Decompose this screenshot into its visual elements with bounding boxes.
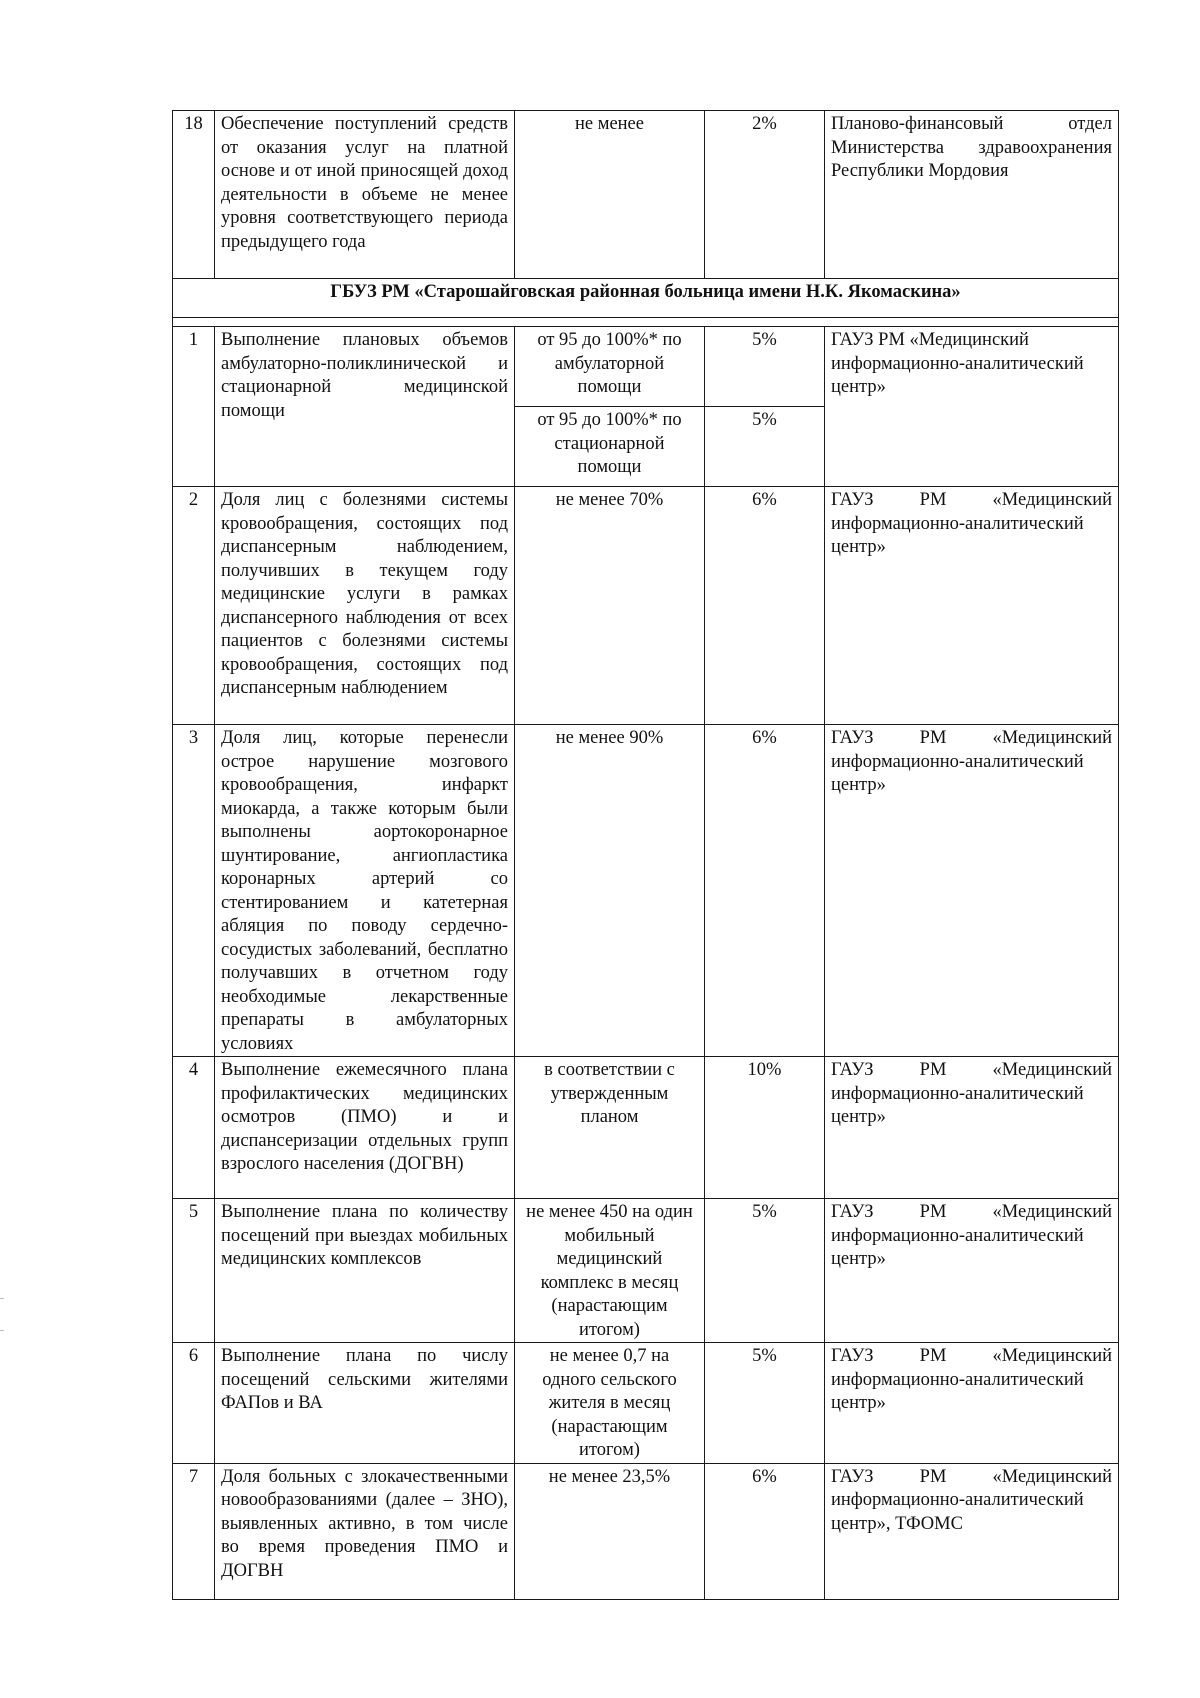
weight-percent: 2% — [705, 111, 825, 279]
table-row — [173, 1199, 1119, 1343]
data-source: ГАУЗ РМ «Медицинский информационно-аналитический центр» — [825, 1057, 1119, 1199]
indicator-description: Обеспечение поступлений средств от оказания услуг на платной основе и от иной приносящей доход деятельности в объеме не менее уровня соответствующего периода предыдущего года — [215, 111, 515, 279]
data-source: ГАУЗ РМ «Медицинский информационно-аналитический центр» — [825, 1343, 1119, 1464]
table-row — [173, 111, 1119, 279]
section-gap-row — [173, 318, 1119, 327]
data-source: ГАУЗ РМ «Медицинский информационно-аналитический центр» — [825, 1199, 1119, 1343]
table-row — [173, 1343, 1119, 1464]
weight-percent: 5% — [705, 407, 825, 487]
indicator-description: Выполнение плана по числу посещений сельскими жителями ФАПов и ВА — [215, 1343, 515, 1464]
indicator-description: Выполнение плана по количеству посещений при выездах мобильных медицинских комплексов — [215, 1199, 515, 1343]
indicator-description: Выполнение плановых объемов амбулаторно-поликлинической и стационарной медицинской помощи — [215, 327, 515, 487]
indicator-description: Доля лиц с болезнями системы кровообращения, состоящих под диспансерным наблюдением, получивших в текущем году медицинские услуги в рамках диспансерного наблюдения от всех пациентов с болезнями системы кровообращения, состоящих под диспансерным наблюдением — [215, 487, 515, 725]
row-number: 3 — [173, 725, 215, 1057]
criteria-value: от 95 до 100%* по стационарной помощи — [515, 407, 705, 487]
data-source: Планово-финансовый отдел Министерства здравоохранения Республики Мордовия — [825, 111, 1119, 279]
criteria-value: от 95 до 100%* по амбулаторной помощи — [515, 327, 705, 407]
data-source: ГАУЗ РМ «Медицинский информационно-аналитический центр» — [825, 487, 1119, 725]
weight-percent: 5% — [705, 1199, 825, 1343]
weight-percent: 5% — [705, 1343, 825, 1464]
criteria-table — [172, 110, 1119, 1600]
indicator-description: Доля больных с злокачественными новообразованиями (далее – ЗНО), выявленных активно, в том числе во время проведения ПМО и ДОГВН — [215, 1463, 515, 1599]
indicator-description: Выполнение ежемесячного плана профилактических медицинских осмотров (ПМО) и и диспансеризации отдельных групп взрослого населения (ДОГВН) — [215, 1057, 515, 1199]
criteria-value: не менее 90% — [515, 725, 705, 1057]
row-number: 18 — [173, 111, 215, 279]
data-source: ГАУЗ РМ «Медицинский информационно-аналитический центр» — [825, 725, 1119, 1057]
data-source: ГАУЗ РМ «Медицинский информационно-аналитический центр», ТФОМС — [825, 1463, 1119, 1599]
section-title: ГБУЗ РМ «Старошайговская районная больница имени Н.К. Якомаскина» — [173, 279, 1119, 318]
data-source: ГАУЗ РМ «Медицинский информационно-аналитический центр» — [825, 327, 1119, 487]
row-number: 1 — [173, 327, 215, 487]
row-number: 6 — [173, 1343, 215, 1464]
row-number: 2 — [173, 487, 215, 725]
criteria-value: не менее 23,5% — [515, 1463, 705, 1599]
scan-margin-mark — [0, 1330, 4, 1331]
table-row — [173, 1463, 1119, 1599]
weight-percent: 10% — [705, 1057, 825, 1199]
criteria-value: не менее 0,7 на одного сельского жителя в месяц (нарастающим итогом) — [515, 1343, 705, 1464]
criteria-value: в соответствии с утвержденным планом — [515, 1057, 705, 1199]
criteria-value: не менее 70% — [515, 487, 705, 725]
criteria-value: не менее 450 на один мобильный медицинский комплекс в месяц (нарастающим итогом) — [515, 1199, 705, 1343]
row-number: 7 — [173, 1463, 215, 1599]
section-row — [173, 279, 1119, 318]
table-row — [173, 1057, 1119, 1199]
table-row — [173, 327, 1119, 407]
weight-percent: 6% — [705, 1463, 825, 1599]
table-row — [173, 725, 1119, 1057]
scan-margin-mark — [0, 1298, 4, 1299]
row-number: 4 — [173, 1057, 215, 1199]
indicator-description: Доля лиц, которые перенесли острое нарушение мозгового кровообращения, инфаркт миокарда, а также которым были выполнены аортокоронарное шунтирование, ангиопластика коронарных артерий со стентированием и катетерная абляция по поводу сердечно-сосудистых заболеваний, бесплатно получавших в отчетном году необходимые лекарственные препараты в амбулаторных условиях — [215, 725, 515, 1057]
criteria-value: не менее — [515, 111, 705, 279]
table-row — [173, 487, 1119, 725]
row-number: 5 — [173, 1199, 215, 1343]
weight-percent: 5% — [705, 327, 825, 407]
weight-percent: 6% — [705, 725, 825, 1057]
gap-cell — [173, 318, 1119, 327]
weight-percent: 6% — [705, 487, 825, 725]
